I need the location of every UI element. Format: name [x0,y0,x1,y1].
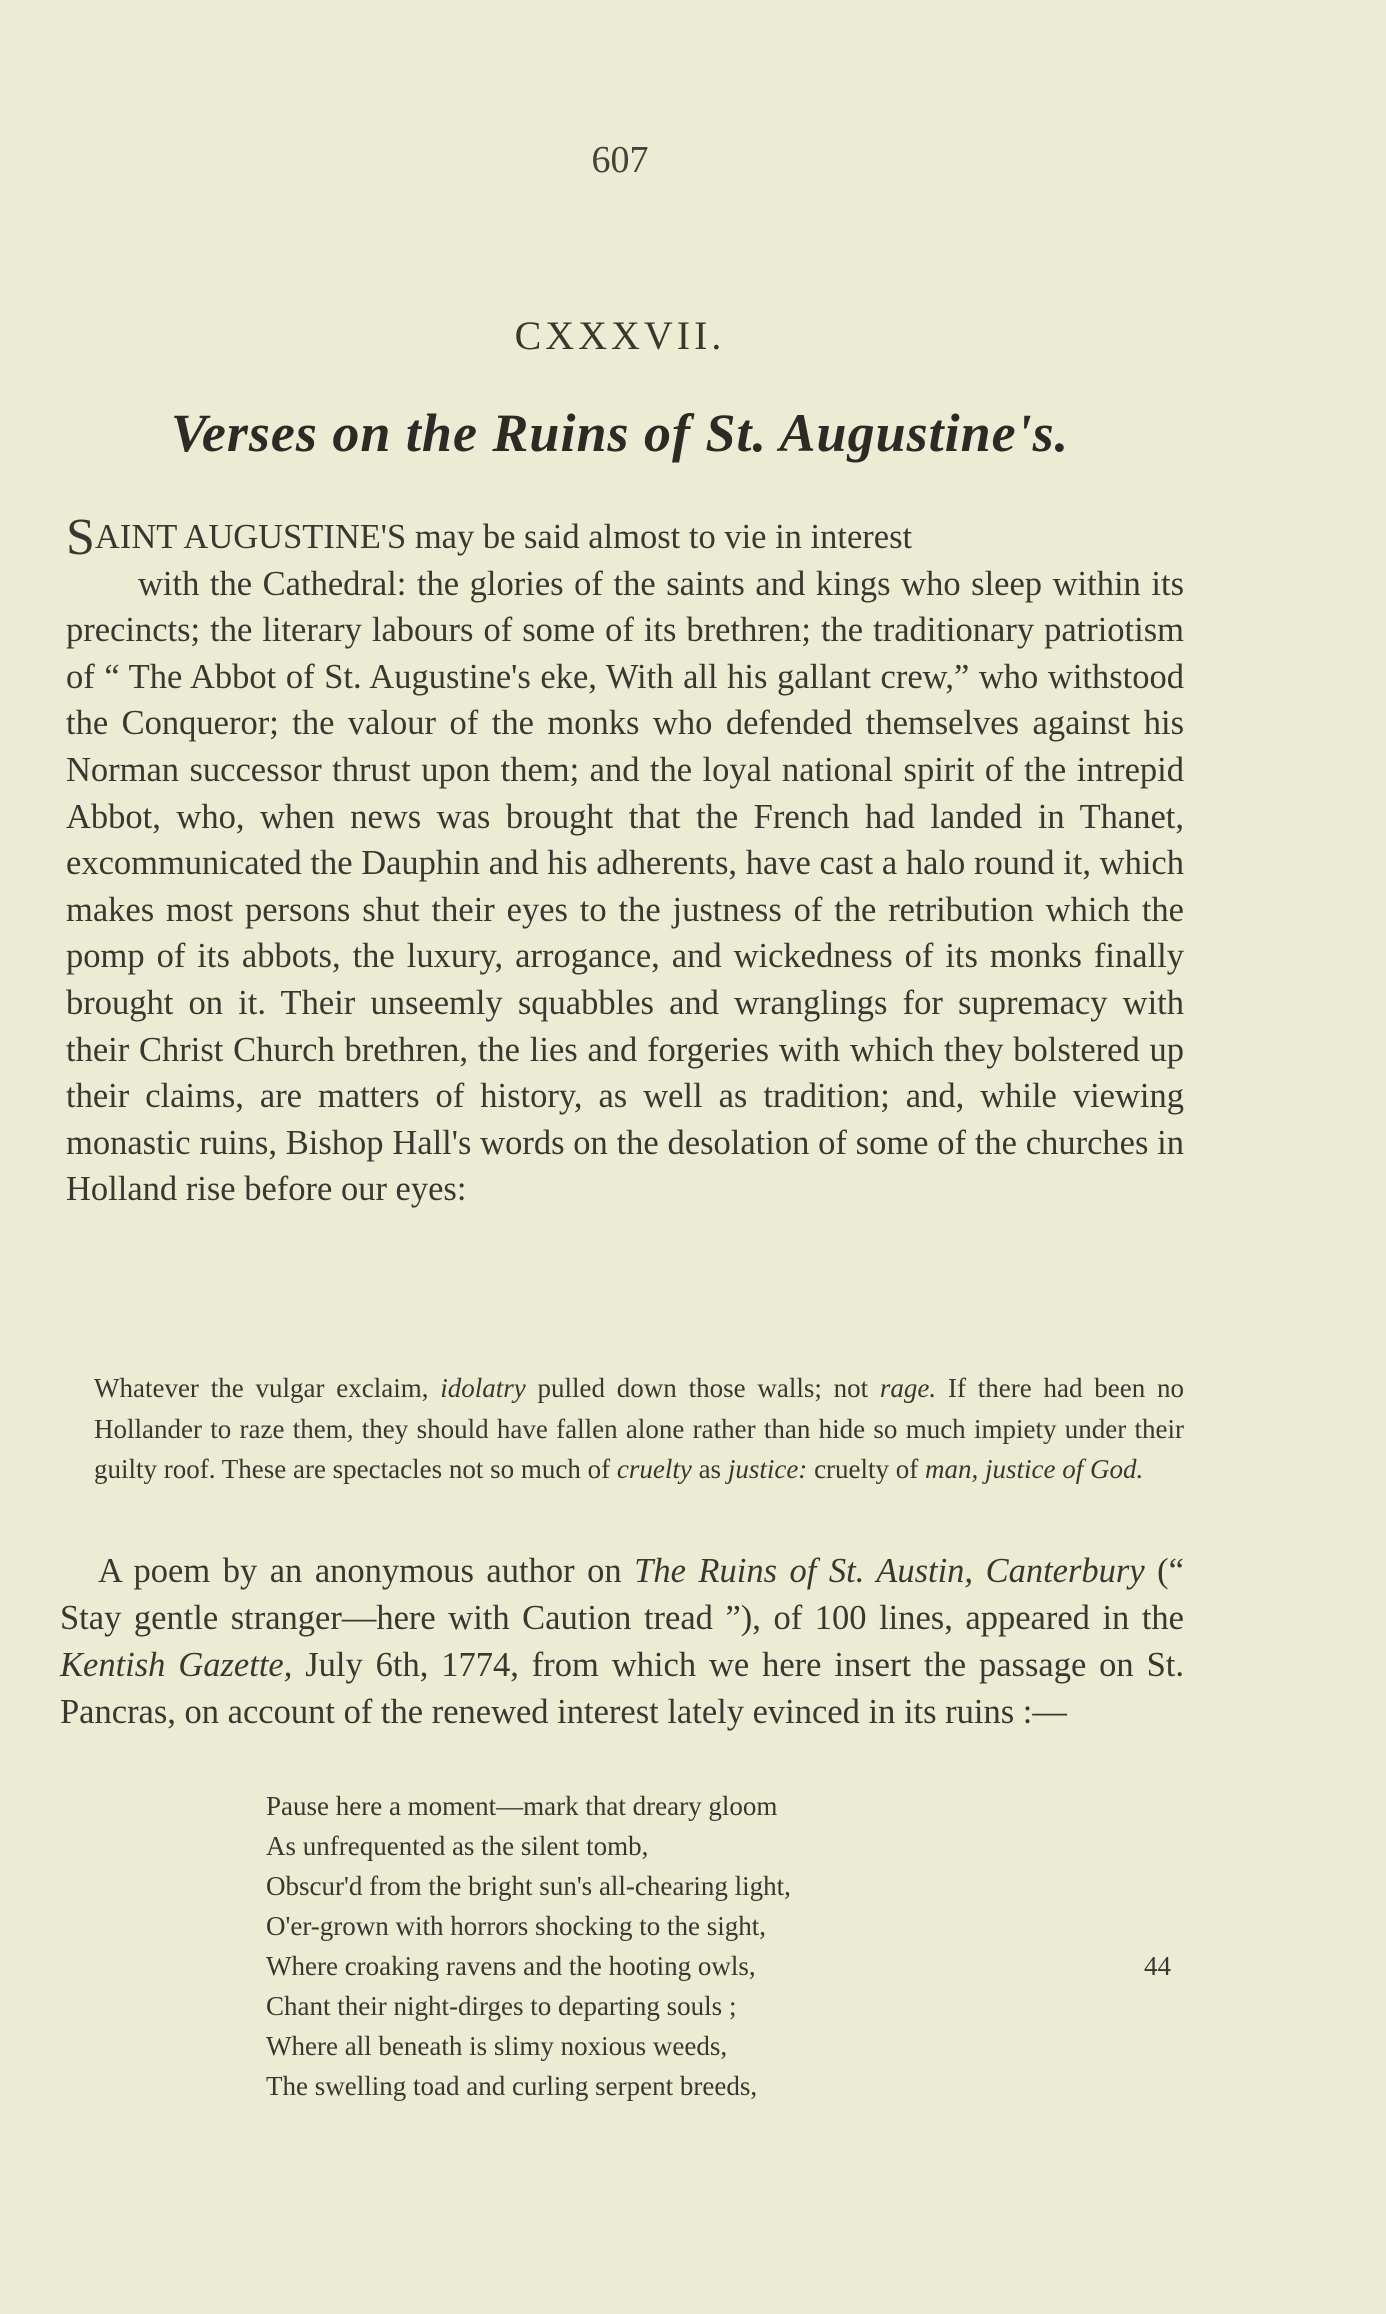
block-quote [94,1368,1184,1490]
page-number: 607 [591,139,649,181]
paragraph-poem-intro [60,1548,1184,1736]
paragraph-rest-text: with the Cathedral: the glories of the saints and kings who sleep within its precincts; the literary labours of some of its brethren; the traditionary patriotism of “ The Abbot of St. Augustine's eke, With all his gallant crew,” who withstood the Conqueror; the valour of the monks who defended themselves against his Norman successor thrust upon them; and the loyal national spirit of the intrepid Abbot, who, when news was brought that the French had landed in Thanet, excommunicated the Dauphin and his adherents, have cast a halo round it, which makes most persons shut their eyes to the justness of the retribution which the pomp of its abbots, the luxury, arrogance, and wickedness of its monks finally brought on it. Their unseemly squabbles and wranglings for supremacy with their Christ Church brethren, the lies and forgeries with which they bolstered up their claims, are matters of history, as well as tradition; and, while viewing monastic ruins, Bishop Hall's words on the desolation of some of the churches in Holland rise before our eyes: [66,564,1184,1209]
quote-text-3: If there had been no Hollander to raze them, they should have fallen alone rather than hide so much impiety under their guilty roof. These are spectacles not so much of [94,1373,1184,1484]
quote-text-1: Whatever the vulgar exclaim, [94,1373,441,1403]
poem-line: The swelling toad and curling serpent breeds, [266,2071,758,2101]
para2-text-1: A poem by an anonymous author on [98,1552,635,1590]
quote-text-5: cruelty of [807,1454,926,1484]
para2-text-2: (“ Stay gentle stranger—here with Caution tread ”), of 100 lines, appeared in the [60,1552,1184,1637]
drop-cap: S [66,509,95,566]
poem-line: Obscur'd from the bright sun's all-chearing light, [266,1871,791,1901]
paragraph-first-line [66,509,1184,566]
chapter-title: Verses on the Ruins of St. Augustine's. [170,403,1070,463]
poem-line-text: Where croaking ravens and the hooting owls, [266,1951,756,1981]
quote-italic-4: justice: [727,1454,808,1484]
quote-text-2: pulled down those walls; not [525,1373,880,1403]
quote-text-4: as [691,1454,728,1484]
para2-italic-2: Kentish Gazette, [60,1646,293,1684]
poem-line: Chant their night-dirges to departing souls ; [266,1991,737,2021]
para2-text-3: July 6th, 1774, from which we here insert the passage on St. Pancras, on account of the renewed interest lately evinced in its ruins :— [60,1646,1184,1731]
line-number: 44 [1144,1951,1171,1981]
quote-italic-5: man, justice of God. [925,1454,1144,1484]
poem-line-numbered [266,1946,1186,1986]
poem-line: O'er-grown with horrors shocking to the sight, [266,1911,767,1941]
poem-line: Pause here a moment—mark that dreary gloom [266,1791,778,1821]
paragraph-intro [66,509,1184,1213]
poem-line: Where all beneath is slimy noxious weeds, [266,2031,728,2061]
first-line-text: AINT AUGUSTINE'S may be said almost to vie in interest [94,518,913,556]
quote-italic-3: cruelty [616,1454,692,1484]
poem-excerpt [266,1786,1186,2106]
section-numeral: CXXXVII. [514,313,726,358]
poem-line: As unfrequented as the silent tomb, [266,1831,649,1861]
para2-italic-1: The Ruins of St. Austin, Canterbury [634,1552,1145,1590]
quote-italic-2: rage. [879,1373,937,1403]
quote-italic-1: idolatry [440,1373,526,1403]
